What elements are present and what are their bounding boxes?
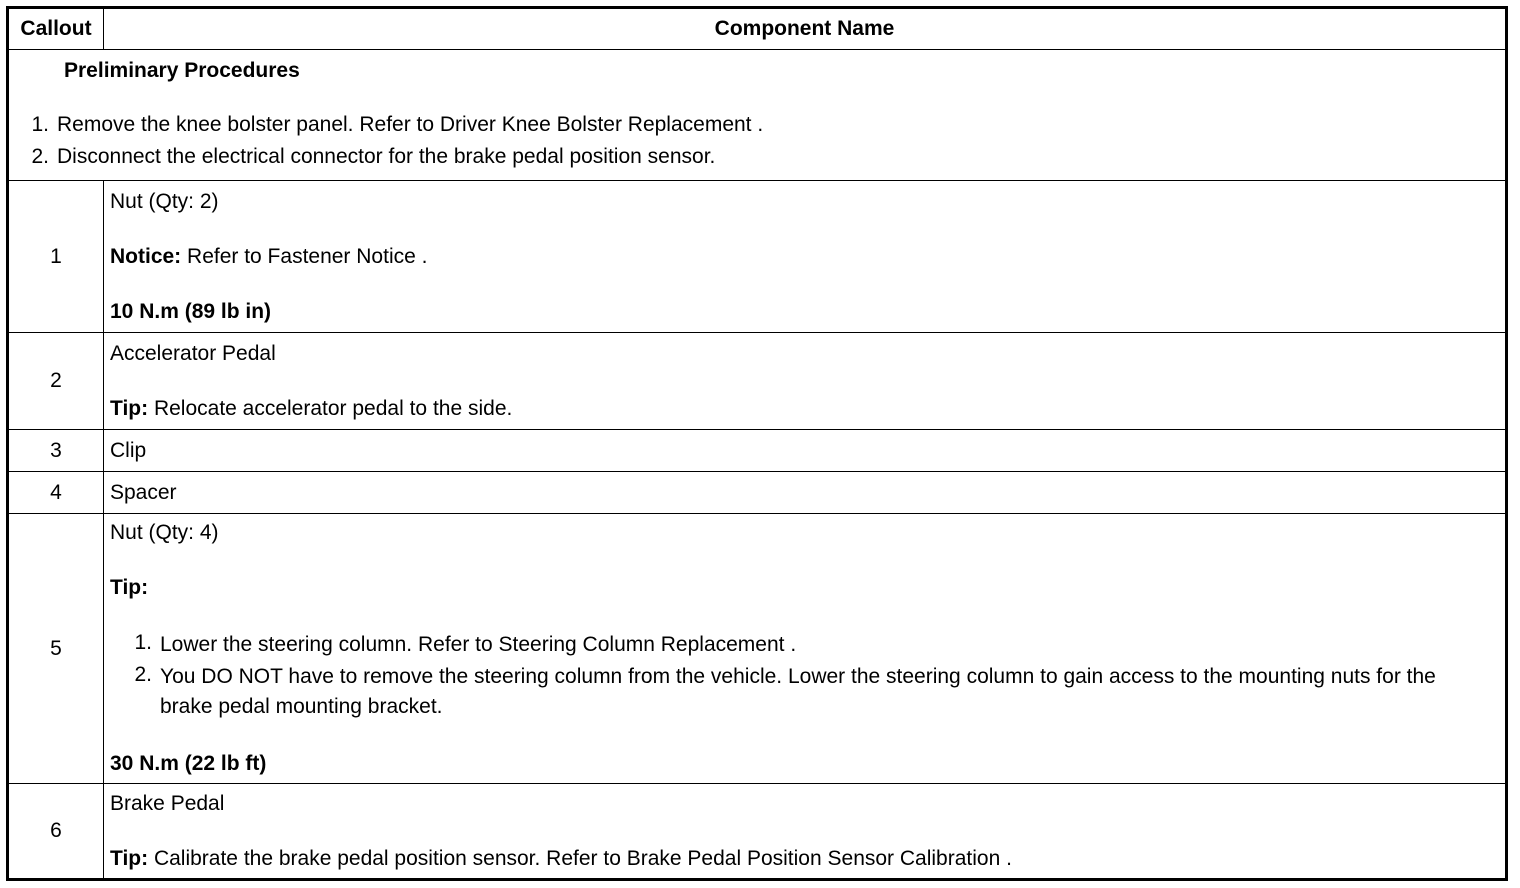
tip-steps (110, 630, 1505, 722)
step-number: 2. (31, 145, 49, 168)
component-name: Nut (Qty: 2) (110, 189, 219, 213)
callout-number: 5 (8, 514, 104, 784)
component-name: Spacer (104, 472, 1507, 514)
callout-header: Callout (8, 8, 104, 50)
notice-label: Notice: (110, 244, 182, 268)
tip-label: Tip: (110, 576, 149, 599)
component-cell (104, 514, 1507, 784)
callout-number: 1 (8, 181, 104, 333)
step-number: 1. (134, 631, 152, 654)
preliminary-row (8, 50, 1507, 181)
table-row (8, 333, 1507, 430)
component-table (6, 6, 1508, 881)
list-item (122, 662, 1505, 722)
preliminary-steps (9, 88, 1505, 180)
callout-number: 3 (8, 430, 104, 472)
table-row (8, 514, 1507, 784)
component-cell (104, 181, 1507, 333)
tip-label: Tip: (110, 396, 149, 420)
tip-text: Calibrate the brake pedal position sensor. Refer to Brake Pedal Position Sensor Calibration . (148, 846, 1012, 870)
callout-number: 2 (8, 333, 104, 430)
table-row (8, 784, 1507, 880)
table-row (8, 430, 1507, 472)
preliminary-cell (8, 50, 1507, 181)
tip (110, 846, 1505, 872)
step-text: Remove the knee bolster panel. Refer to Driver Knee Bolster Replacement . (57, 113, 764, 136)
torque-spec: 30 N.m (22 lb ft) (110, 752, 267, 775)
step-text: Lower the steering column. Refer to Steering Column Replacement . (160, 633, 797, 656)
notice (110, 244, 1505, 270)
component-name: Accelerator Pedal (110, 341, 276, 365)
component-name: Clip (104, 430, 1507, 472)
callout-number: 6 (8, 784, 104, 880)
tip-label: Tip: (110, 846, 149, 870)
header-row (8, 8, 1507, 50)
step-number: 1. (31, 113, 49, 136)
component-name: Brake Pedal (110, 791, 225, 815)
table-row (8, 472, 1507, 514)
component-cell (104, 333, 1507, 430)
table-row (8, 181, 1507, 333)
notice-text: Refer to Fastener Notice . (181, 244, 428, 268)
list-item (9, 144, 1505, 176)
torque-spec: 10 N.m (89 lb in) (110, 299, 272, 323)
list-item (122, 630, 1505, 662)
component-cell (104, 784, 1507, 880)
preliminary-title: Preliminary Procedures (64, 59, 300, 82)
component-name-header: Component Name (104, 8, 1507, 50)
step-text: You DO NOT have to remove the steering column from the vehicle. Lower the steering column to gain access to the mounting nuts for the brake pedal mounting bracket. (160, 665, 1436, 718)
step-text: Disconnect the electrical connector for the brake pedal position sensor. (57, 145, 716, 168)
component-name: Nut (Qty: 4) (110, 521, 219, 544)
callout-number: 4 (8, 472, 104, 514)
step-number: 2. (134, 663, 152, 686)
list-item (9, 112, 1505, 144)
tip (110, 396, 1505, 422)
tip-text: Relocate accelerator pedal to the side. (148, 396, 513, 420)
